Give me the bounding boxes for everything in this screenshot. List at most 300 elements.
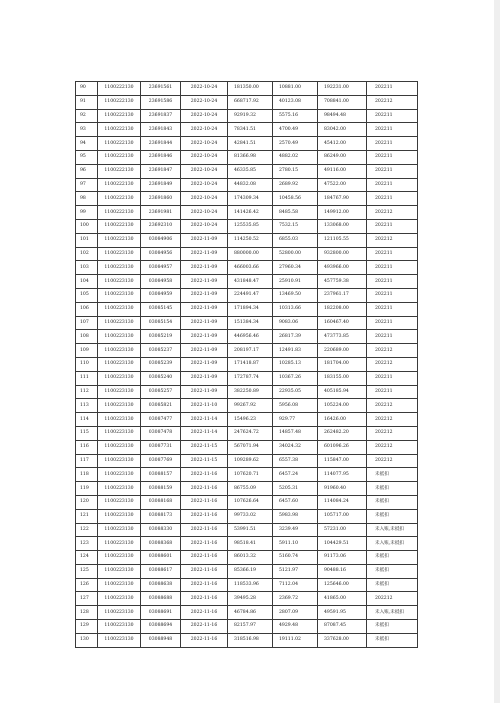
row-index-cell: 105: [76, 288, 98, 302]
invoice-number-cell: 03088694: [141, 620, 181, 634]
table-row: [76, 564, 418, 578]
amount-cell: 81366.98: [228, 150, 273, 164]
table-row: [76, 150, 418, 164]
invoice-number-cell: 03085154: [141, 316, 181, 330]
invoice-number-cell: 03087478: [141, 426, 181, 440]
invoice-date-cell: 2022-11-09: [181, 371, 228, 385]
tax-cell: 5160.74: [273, 551, 318, 565]
table-row: [76, 164, 418, 178]
invoice-number-cell: 03088601: [141, 551, 181, 565]
invoice-date-cell: 2022-11-14: [181, 426, 228, 440]
amount-cell: 125535.85: [228, 219, 273, 233]
row-index-cell: 102: [76, 247, 98, 261]
total-cell: 337628.00: [318, 633, 367, 647]
row-index-cell: 118: [76, 468, 98, 482]
row-index-cell: 106: [76, 302, 98, 316]
amount-cell: 118533.96: [228, 578, 273, 592]
row-index-cell: 130: [76, 633, 98, 647]
amount-cell: 39495.28: [228, 592, 273, 606]
invoice-date-cell: 2022-11-16: [181, 620, 228, 634]
row-index-cell: 113: [76, 399, 98, 413]
period-cell: 202212: [367, 357, 418, 371]
tax-cell: 40123.08: [273, 95, 318, 109]
total-cell: 708841.00: [318, 95, 367, 109]
amount-cell: 181350.00: [228, 82, 273, 96]
invoice-code-cell: 1100223130: [98, 330, 141, 344]
period-cell: 202212: [367, 454, 418, 468]
table-row: [76, 592, 418, 606]
table-row: [76, 440, 418, 454]
invoice-date-cell: 2022-11-16: [181, 592, 228, 606]
invoice-number-cell: 03084959: [141, 288, 181, 302]
total-cell: 220689.00: [318, 344, 367, 358]
invoice-date-cell: 2022-10-24: [181, 164, 228, 178]
invoice-code-cell: 1100222130: [98, 192, 141, 206]
row-index-cell: 111: [76, 371, 98, 385]
row-index-cell: 122: [76, 523, 98, 537]
total-cell: 405185.94: [318, 385, 367, 399]
amount-cell: 567071.94: [228, 440, 273, 454]
table-row: [76, 413, 418, 427]
total-cell: 105717.00: [318, 509, 367, 523]
invoice-code-cell: 1100223130: [98, 592, 141, 606]
period-cell: 202211: [367, 123, 418, 137]
tax-cell: 34024.32: [273, 440, 318, 454]
amount-cell: 172787.74: [228, 371, 273, 385]
table-row: [76, 495, 418, 509]
tax-cell: 2780.15: [273, 164, 318, 178]
invoice-code-cell: 1100223130: [98, 440, 141, 454]
total-cell: 932800.00: [318, 247, 367, 261]
invoice-date-cell: 2022-11-09: [181, 261, 228, 275]
total-cell: 86249.00: [318, 150, 367, 164]
tax-cell: 19111.02: [273, 633, 318, 647]
tax-cell: 5205.31: [273, 482, 318, 496]
tax-cell: 52800.00: [273, 247, 318, 261]
period-cell: 202212: [367, 426, 418, 440]
amount-cell: 109289.62: [228, 454, 273, 468]
invoice-number-cell: 03084906: [141, 233, 181, 247]
table-row: [76, 95, 418, 109]
period-cell: 未抵扣: [367, 564, 418, 578]
table-row: [76, 509, 418, 523]
total-cell: 83042.00: [318, 123, 367, 137]
amount-cell: 42841.51: [228, 137, 273, 151]
period-cell: 202212: [367, 344, 418, 358]
row-index-cell: 94: [76, 137, 98, 151]
total-cell: 90488.16: [318, 564, 367, 578]
invoice-number-cell: 23691847: [141, 164, 181, 178]
amount-cell: 53991.51: [228, 523, 273, 537]
total-cell: 16426.00: [318, 413, 367, 427]
row-index-cell: 99: [76, 206, 98, 220]
invoice-number-cell: 03088368: [141, 537, 181, 551]
period-cell: 202212: [367, 206, 418, 220]
invoice-number-cell: 03085237: [141, 344, 181, 358]
row-index-cell: 98: [76, 192, 98, 206]
amount-cell: 92919.32: [228, 109, 273, 123]
row-index-cell: 114: [76, 413, 98, 427]
row-index-cell: 125: [76, 564, 98, 578]
scan-edge-shadow: [494, 0, 500, 703]
invoice-code-cell: 1100223130: [98, 316, 141, 330]
amount-cell: 86755.09: [228, 482, 273, 496]
table-row: [76, 482, 418, 496]
period-cell: 202212: [367, 592, 418, 606]
tax-cell: 14857.48: [273, 426, 318, 440]
tax-cell: 6855.03: [273, 233, 318, 247]
invoice-number-cell: 23691586: [141, 95, 181, 109]
total-cell: 49116.00: [318, 164, 367, 178]
amount-cell: 46335.85: [228, 164, 273, 178]
amount-cell: 99267.92: [228, 399, 273, 413]
table-row: [76, 275, 418, 289]
invoice-date-cell: 2022-11-09: [181, 233, 228, 247]
table-row: [76, 385, 418, 399]
total-cell: 49591.95: [318, 606, 367, 620]
period-cell: 202211: [367, 109, 418, 123]
period-cell: 202211: [367, 316, 418, 330]
invoice-number-cell: 03088691: [141, 606, 181, 620]
period-cell: 202211: [367, 150, 418, 164]
period-cell: 未抵扣: [367, 633, 418, 647]
row-index-cell: 112: [76, 385, 98, 399]
period-cell: 未入账,未抵扣: [367, 537, 418, 551]
amount-cell: 107626.64: [228, 495, 273, 509]
period-cell: 202212: [367, 440, 418, 454]
invoice-date-cell: 2022-11-14: [181, 413, 228, 427]
invoice-code-cell: 1100222130: [98, 233, 141, 247]
period-cell: 202211: [367, 330, 418, 344]
total-cell: 57231.00: [318, 523, 367, 537]
invoice-number-cell: 03085821: [141, 399, 181, 413]
invoice-date-cell: 2022-11-16: [181, 482, 228, 496]
tax-cell: 2570.49: [273, 137, 318, 151]
amount-cell: 46784.86: [228, 606, 273, 620]
tax-cell: 2689.92: [273, 178, 318, 192]
invoice-date-cell: 2022-11-16: [181, 578, 228, 592]
invoice-code-cell: 1100223130: [98, 413, 141, 427]
invoice-number-cell: 23691844: [141, 137, 181, 151]
tax-cell: 10367.26: [273, 371, 318, 385]
tax-cell: 10881.00: [273, 82, 318, 96]
amount-cell: 880000.00: [228, 247, 273, 261]
tax-cell: 7532.15: [273, 219, 318, 233]
total-cell: 183155.00: [318, 371, 367, 385]
table-row: [76, 399, 418, 413]
invoice-number-cell: 03085257: [141, 385, 181, 399]
table-row: [76, 247, 418, 261]
tax-cell: 12491.83: [273, 344, 318, 358]
invoice-number-cell: 03088168: [141, 495, 181, 509]
invoice-code-cell: 1100222130: [98, 164, 141, 178]
invoice-date-cell: 2022-11-16: [181, 509, 228, 523]
table-row: [76, 537, 418, 551]
amount-cell: 15496.23: [228, 413, 273, 427]
invoice-code-cell: 1100222130: [98, 178, 141, 192]
invoice-number-cell: 03088688: [141, 592, 181, 606]
tax-cell: 5575.16: [273, 109, 318, 123]
invoice-date-cell: 2022-11-10: [181, 399, 228, 413]
table-row: [76, 137, 418, 151]
table-row: [76, 206, 418, 220]
table-row: [76, 357, 418, 371]
invoice-date-cell: 2022-11-16: [181, 495, 228, 509]
invoice-code-cell: 1100222130: [98, 150, 141, 164]
total-cell: 262482.20: [318, 426, 367, 440]
invoice-code-cell: 1100223130: [98, 357, 141, 371]
invoice-date-cell: 2022-10-24: [181, 123, 228, 137]
period-cell: 202211: [367, 275, 418, 289]
amount-cell: 85366.19: [228, 564, 273, 578]
invoice-number-cell: 03087477: [141, 413, 181, 427]
table-row: [76, 426, 418, 440]
total-cell: 184767.90: [318, 192, 367, 206]
invoice-code-cell: 1100223130: [98, 247, 141, 261]
amount-cell: 107620.71: [228, 468, 273, 482]
period-cell: 202211: [367, 247, 418, 261]
tax-cell: 4700.49: [273, 123, 318, 137]
period-cell: 未抵扣: [367, 509, 418, 523]
period-cell: 202211: [367, 164, 418, 178]
amount-cell: 668717.92: [228, 95, 273, 109]
period-cell: 202211: [367, 137, 418, 151]
row-index-cell: 104: [76, 275, 98, 289]
amount-cell: 466003.66: [228, 261, 273, 275]
invoice-code-cell: 1100223130: [98, 261, 141, 275]
tax-cell: 8485.58: [273, 206, 318, 220]
invoice-date-cell: 2022-11-09: [181, 302, 228, 316]
tax-cell: 2369.72: [273, 592, 318, 606]
amount-cell: 446956.46: [228, 330, 273, 344]
invoice-code-cell: 1100223130: [98, 578, 141, 592]
row-index-cell: 115: [76, 426, 98, 440]
amount-cell: 151384.34: [228, 316, 273, 330]
invoice-code-cell: 1100223130: [98, 302, 141, 316]
invoice-date-cell: 2022-11-09: [181, 385, 228, 399]
invoice-date-cell: 2022-10-24: [181, 150, 228, 164]
invoice-code-cell: 1100223130: [98, 288, 141, 302]
period-cell: 202212: [367, 95, 418, 109]
amount-cell: 98518.41: [228, 537, 273, 551]
table-row: [76, 551, 418, 565]
invoice-date-cell: 2022-11-16: [181, 537, 228, 551]
table-row: [76, 82, 418, 96]
invoice-date-cell: 2022-11-09: [181, 247, 228, 261]
invoice-code-cell: 1100223130: [98, 344, 141, 358]
total-cell: 160467.40: [318, 316, 367, 330]
amount-cell: 174309.34: [228, 192, 273, 206]
amount-cell: 208197.17: [228, 344, 273, 358]
tax-cell: 4929.48: [273, 620, 318, 634]
tax-cell: 6457.60: [273, 495, 318, 509]
table-row: [76, 454, 418, 468]
invoice-code-cell: 1100222130: [98, 206, 141, 220]
amount-cell: 141426.42: [228, 206, 273, 220]
invoice-code-cell: 1100222130: [98, 219, 141, 233]
tax-cell: 25910.91: [273, 275, 318, 289]
total-cell: 493966.00: [318, 261, 367, 275]
table-row: [76, 633, 418, 647]
invoice-number-cell: 03088638: [141, 578, 181, 592]
table-row: [76, 371, 418, 385]
tax-cell: 22935.05: [273, 385, 318, 399]
period-cell: 202211: [367, 288, 418, 302]
invoice-date-cell: 2022-11-09: [181, 344, 228, 358]
invoice-code-cell: 1100223130: [98, 551, 141, 565]
invoice-code-cell: 1100223130: [98, 371, 141, 385]
table-row: [76, 330, 418, 344]
amount-cell: 78341.51: [228, 123, 273, 137]
amount-cell: 114250.52: [228, 233, 273, 247]
invoice-code-cell: 1100222130: [98, 109, 141, 123]
total-cell: 41865.00: [318, 592, 367, 606]
row-index-cell: 90: [76, 82, 98, 96]
period-cell: 202211: [367, 385, 418, 399]
invoice-number-cell: 03087731: [141, 440, 181, 454]
invoice-code-cell: 1100223130: [98, 509, 141, 523]
table-body: [76, 82, 418, 648]
period-cell: 202212: [367, 399, 418, 413]
invoice-number-cell: 03085219: [141, 330, 181, 344]
period-cell: 202211: [367, 302, 418, 316]
invoice-date-cell: 2022-11-09: [181, 275, 228, 289]
period-cell: 未抵扣: [367, 551, 418, 565]
invoice-number-cell: 03088617: [141, 564, 181, 578]
total-cell: 91173.06: [318, 551, 367, 565]
invoice-number-cell: 23691860: [141, 192, 181, 206]
row-index-cell: 129: [76, 620, 98, 634]
period-cell: 202211: [367, 371, 418, 385]
row-index-cell: 93: [76, 123, 98, 137]
total-cell: 114077.95: [318, 468, 367, 482]
amount-cell: 382250.89: [228, 385, 273, 399]
invoice-number-cell: 03084957: [141, 261, 181, 275]
total-cell: 149912.00: [318, 206, 367, 220]
invoice-code-cell: 1100223130: [98, 468, 141, 482]
invoice-number-cell: 03085240: [141, 371, 181, 385]
row-index-cell: 124: [76, 551, 98, 565]
period-cell: 未入账,未抵扣: [367, 606, 418, 620]
total-cell: 473773.85: [318, 330, 367, 344]
total-cell: 133068.00: [318, 219, 367, 233]
period-cell: 202211: [367, 82, 418, 96]
period-cell: 未抵扣: [367, 620, 418, 634]
period-cell: 未入账,未抵扣: [367, 523, 418, 537]
row-index-cell: 127: [76, 592, 98, 606]
table-row: [76, 620, 418, 634]
total-cell: 115847.00: [318, 454, 367, 468]
invoice-date-cell: 2022-11-15: [181, 440, 228, 454]
invoice-number-cell: 03085239: [141, 357, 181, 371]
total-cell: 601096.26: [318, 440, 367, 454]
invoice-number-cell: 03085145: [141, 302, 181, 316]
row-index-cell: 120: [76, 495, 98, 509]
invoice-code-cell: 1100223130: [98, 620, 141, 634]
tax-cell: 5956.08: [273, 399, 318, 413]
invoice-date-cell: 2022-11-09: [181, 330, 228, 344]
period-cell: 未抵扣: [367, 495, 418, 509]
total-cell: 125646.00: [318, 578, 367, 592]
total-cell: 457759.38: [318, 275, 367, 289]
invoice-date-cell: 2022-11-15: [181, 454, 228, 468]
row-index-cell: 123: [76, 537, 98, 551]
table-row: [76, 288, 418, 302]
table-row: [76, 578, 418, 592]
period-cell: 未抵扣: [367, 468, 418, 482]
table-row: [76, 261, 418, 275]
row-index-cell: 107: [76, 316, 98, 330]
tax-cell: 9083.06: [273, 316, 318, 330]
invoice-date-cell: 2022-10-24: [181, 206, 228, 220]
invoice-code-cell: 1100223130: [98, 606, 141, 620]
tax-cell: 4882.02: [273, 150, 318, 164]
table-row: [76, 344, 418, 358]
amount-cell: 99733.02: [228, 509, 273, 523]
row-index-cell: 103: [76, 261, 98, 275]
tax-cell: 5911.10: [273, 537, 318, 551]
invoice-number-cell: 03088173: [141, 509, 181, 523]
total-cell: 105224.00: [318, 399, 367, 413]
invoice-code-cell: 1100223130: [98, 385, 141, 399]
table-row: [76, 468, 418, 482]
row-index-cell: 110: [76, 357, 98, 371]
table-row: [76, 178, 418, 192]
invoice-number-cell: 23692310: [141, 219, 181, 233]
invoice-date-cell: 2022-11-16: [181, 564, 228, 578]
total-cell: 98494.48: [318, 109, 367, 123]
total-cell: 182208.00: [318, 302, 367, 316]
invoice-number-cell: 03088159: [141, 482, 181, 496]
invoice-number-cell: 23691846: [141, 150, 181, 164]
invoice-code-cell: 1100222130: [98, 95, 141, 109]
amount-cell: 86013.32: [228, 551, 273, 565]
row-index-cell: 117: [76, 454, 98, 468]
invoice-table: [75, 81, 418, 648]
invoice-code-cell: 1100223130: [98, 399, 141, 413]
table-row: [76, 302, 418, 316]
invoice-code-cell: 1100223130: [98, 495, 141, 509]
invoice-date-cell: 2022-10-24: [181, 219, 228, 233]
amount-cell: 318516.98: [228, 633, 273, 647]
invoice-number-cell: 03088330: [141, 523, 181, 537]
amount-cell: 44832.08: [228, 178, 273, 192]
total-cell: 87087.45: [318, 620, 367, 634]
total-cell: 237961.17: [318, 288, 367, 302]
period-cell: 202212: [367, 413, 418, 427]
invoice-date-cell: 2022-11-16: [181, 551, 228, 565]
row-index-cell: 128: [76, 606, 98, 620]
invoice-number-cell: 03088157: [141, 468, 181, 482]
invoice-number-cell: 23691981: [141, 206, 181, 220]
row-index-cell: 91: [76, 95, 98, 109]
invoice-date-cell: 2022-11-09: [181, 316, 228, 330]
tax-cell: 10313.66: [273, 302, 318, 316]
invoice-code-cell: 1100223130: [98, 482, 141, 496]
row-index-cell: 109: [76, 344, 98, 358]
invoice-date-cell: 2022-10-24: [181, 192, 228, 206]
period-cell: 202211: [367, 219, 418, 233]
invoice-date-cell: 2022-11-16: [181, 523, 228, 537]
total-cell: 181704.00: [318, 357, 367, 371]
table-row: [76, 523, 418, 537]
period-cell: 202211: [367, 178, 418, 192]
tax-cell: 10285.13: [273, 357, 318, 371]
invoice-code-cell: 1100222130: [98, 123, 141, 137]
invoice-number-cell: 23691849: [141, 178, 181, 192]
invoice-date-cell: 2022-11-16: [181, 468, 228, 482]
invoice-date-cell: 2022-10-24: [181, 137, 228, 151]
